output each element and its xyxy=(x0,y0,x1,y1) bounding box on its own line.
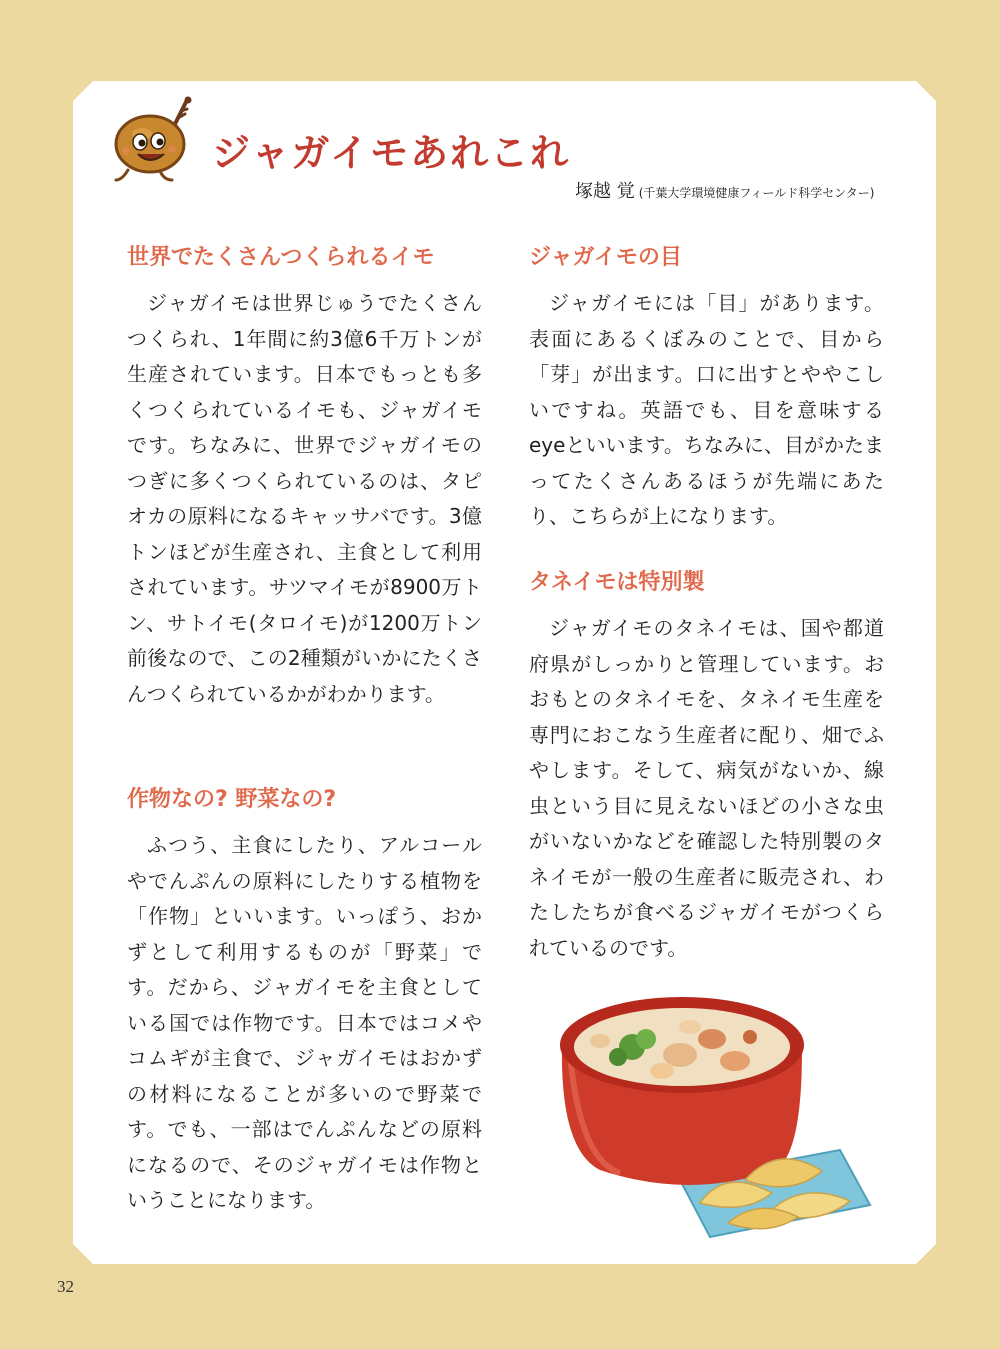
page-number: 32 xyxy=(57,1277,74,1296)
author-name: 塚越 覚 xyxy=(575,181,635,202)
section-body: ジャガイモには「目」があります。表面にあるくぼみのことで、目から「芽」が出ます。口に出すとややこしいですね。英語でも、目を意味するeyeといいます。ちなみに、目がかたまってたくさんあるほうが先端にあたり、こちらが上になります。 xyxy=(529,291,884,528)
author-affiliation: (千葉大学環境健康フィールド科学センター) xyxy=(638,186,875,200)
section-body: ジャガイモは世界じゅうでたくさんつくられ、1年間に約3億6千万トンが生産されています。日本でもっとも多くつくられているイモも、ジャガイモです。ちなみに、世界でジャガイモのつぎに多くつくられているのは、タピオカの原料になるキャッサバです。3億トンほどが生産され、主食として利用されています。サツマイモが8900万トン、サトイモ(タロイモ)が1200万トン前後なので、この2種類がいかにたくさんつくられているかがわかります。 xyxy=(127,291,482,706)
section-heading: ジャガイモの目 xyxy=(529,245,682,270)
page-title: ジャガイモあれこれ xyxy=(212,131,571,175)
section-world-production xyxy=(127,243,482,712)
section-crop-or-vegetable xyxy=(127,785,482,1219)
section-seed-potato xyxy=(529,568,884,966)
section-potato-eyes xyxy=(529,243,884,535)
author-credit xyxy=(575,177,874,203)
section-body: ふつう、主食にしたり、アルコールやでんぷんの原料にしたりする植物を「作物」といいます。いっぽう、おかずとして利用するものが「野菜」です。だから、ジャガイモを主食としている国では作物です。日本ではコメやコムギが主食で、ジャガイモはおかずの材料になることが多いので野菜です。でも、一部はでんぷんなどの原料になるので、そのジャガイモは作物ということになります。 xyxy=(127,833,482,1212)
section-heading: 世界でたくさんつくられるイモ xyxy=(127,245,435,270)
potato-stew-illustration-icon xyxy=(540,975,885,1245)
section-body: ジャガイモのタネイモは、国や都道府県がしっかりと管理しています。おおもとのタネイモを、タネイモ生産を専門におこなう生産者に配り、畑でふやします。そして、病気がないか、線虫という目に見えないほどの小さな虫がいないかなどを確認した特別製のタネイモが一般の生産者に販売され、わたしたちが食べるジャガイモがつくられているのです。 xyxy=(529,616,884,960)
potato-mascot-icon xyxy=(108,96,203,186)
section-heading: 作物なの? 野菜なの? xyxy=(127,787,337,812)
section-heading: タネイモは特別製 xyxy=(529,570,705,595)
